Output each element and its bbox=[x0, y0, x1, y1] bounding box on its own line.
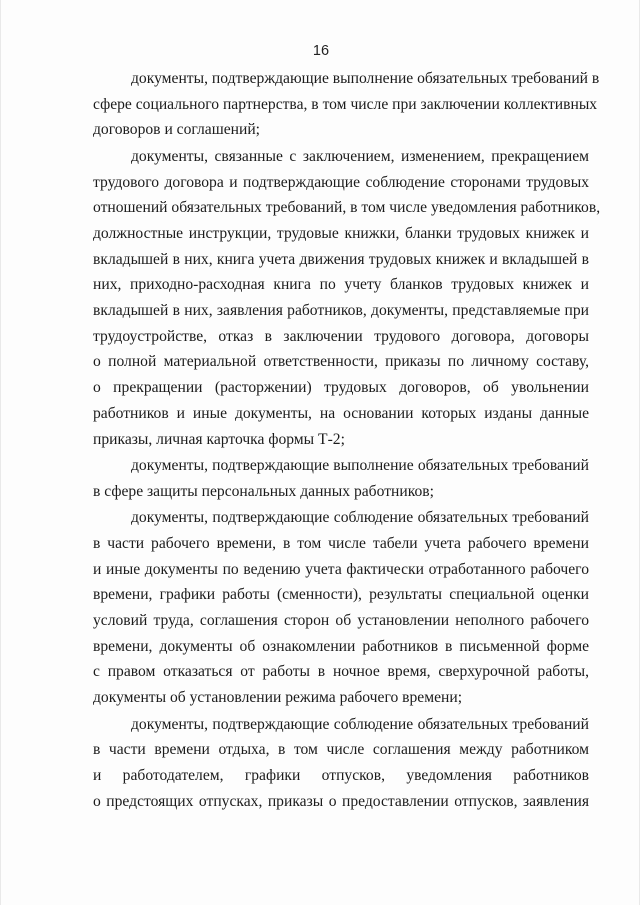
text-line: с правом отказаться от работы в ночное время, сверхурочной работы, bbox=[93, 663, 589, 681]
paragraph-rest-time bbox=[93, 712, 589, 815]
text-line: отношений обязательных требований, в том числе уведомления работников, bbox=[93, 199, 601, 217]
text-line: вкладышей в них, заявления работников, документы, представляемые при bbox=[93, 302, 589, 320]
text-line: трудового договора и подтверждающие соблюдение сторонами трудовых bbox=[93, 173, 589, 191]
text-line: документы об установлении режима рабочего времени; bbox=[93, 689, 463, 707]
text-line: работников и иные документы, на основании которых изданы данные bbox=[93, 404, 589, 422]
text-line: документы, подтверждающие соблюдение обязательных требований bbox=[131, 715, 589, 733]
text-line: о прекращении (расторжении) трудовых договоров, об увольнении bbox=[93, 379, 589, 397]
text-line: в части рабочего времени, в том числе табели учета рабочего времени bbox=[93, 535, 589, 553]
text-line: о полной материальной ответственности, приказы по личному составу, bbox=[93, 353, 589, 371]
text-line: приказы, личная карточка формы Т-2; bbox=[93, 430, 345, 448]
text-line: них, приходно-расходная книга по учету бланков трудовых книжек и bbox=[93, 276, 589, 294]
paragraph-working-time bbox=[93, 505, 589, 711]
document-body bbox=[93, 66, 601, 815]
paragraph-social-partnership bbox=[93, 66, 600, 143]
text-line: договоров и соглашений; bbox=[93, 121, 261, 139]
text-line: должностные инструкции, трудовые книжки, бланки трудовых книжек и bbox=[93, 225, 589, 243]
text-line: условий труда, соглашения сторон об установлении неполного рабочего bbox=[93, 612, 589, 630]
paragraph-personal-data bbox=[93, 453, 589, 504]
text-line: документы, подтверждающие соблюдение обязательных требований bbox=[131, 509, 589, 527]
paragraph-labor-contract bbox=[93, 144, 601, 452]
text-line: и работодателем, графики отпусков, уведомления работников bbox=[93, 767, 589, 785]
text-line: документы, подтверждающие выполнение обязательных требований bbox=[131, 457, 589, 475]
text-line: вкладышей в них, книга учета движения трудовых книжек и вкладышей в bbox=[93, 250, 589, 268]
text-line: о предстоящих отпусках, приказы о предоставлении отпусков, заявления bbox=[93, 792, 589, 810]
page-number: 16 bbox=[312, 43, 330, 59]
text-line: сфере социального партнерства, в том числе при заключении коллективных bbox=[93, 95, 598, 113]
text-line: в сфере защиты персональных данных работников; bbox=[93, 482, 434, 500]
text-line: документы, подтверждающие выполнение обязательных требований в bbox=[131, 70, 600, 87]
text-line: трудоустройстве, отказ в заключении трудового договора, договоры bbox=[93, 327, 589, 345]
text-line: в части времени отдыха, в том числе соглашения между работником bbox=[93, 741, 589, 759]
text-line: времени, документы об ознакомлении работников в письменной форме bbox=[93, 637, 589, 655]
text-line: и иные документы по ведению учета фактически отработанного рабочего bbox=[93, 560, 589, 578]
text-line: времени, графики работы (сменности), результаты специальной оценки bbox=[93, 586, 589, 604]
text-line: документы, связанные с заключением, изменением, прекращением bbox=[131, 147, 589, 165]
